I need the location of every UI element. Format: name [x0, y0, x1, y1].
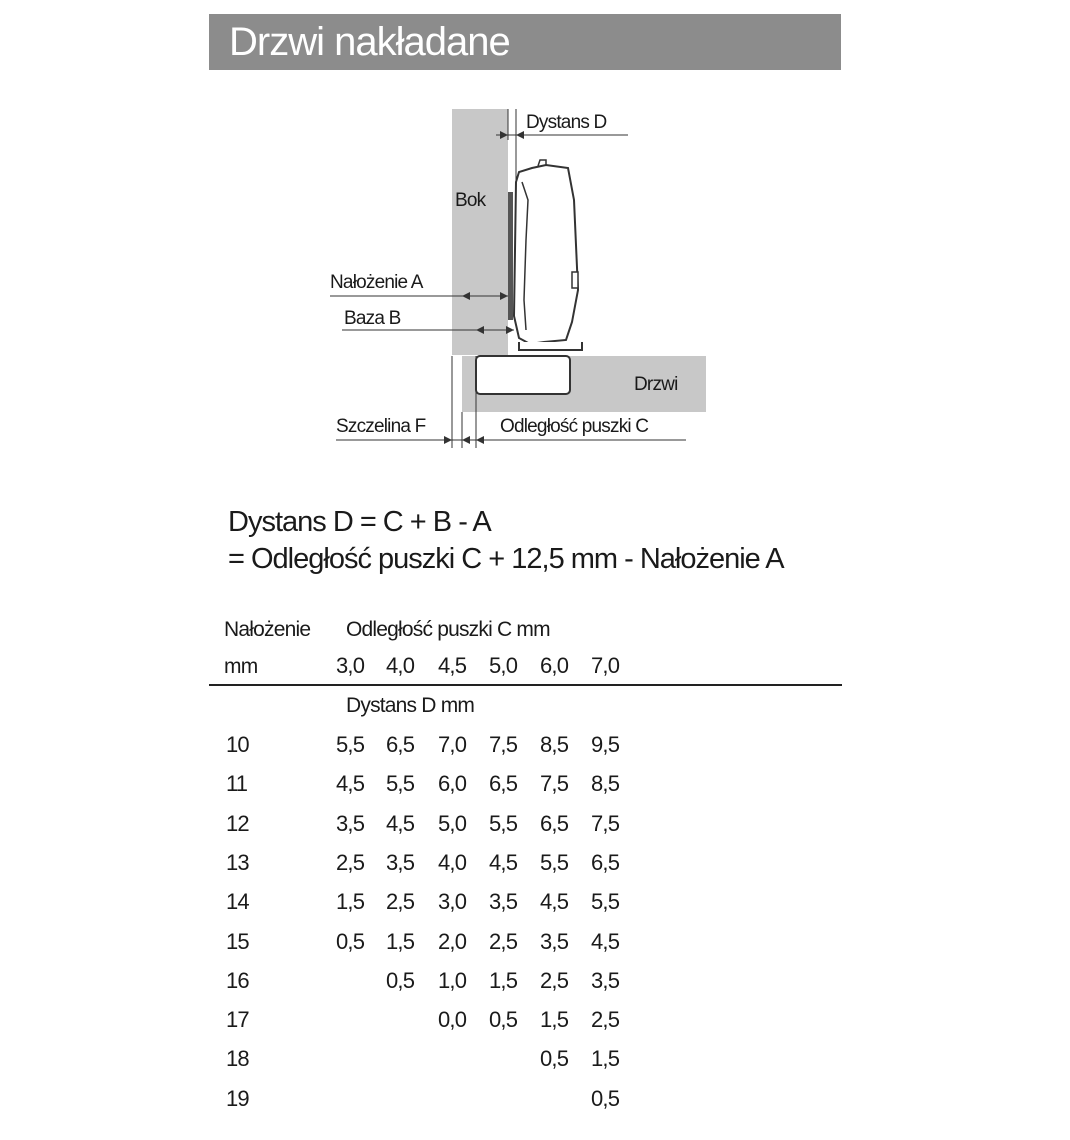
table-cell: 0,5 — [386, 968, 415, 993]
table-cell: 2,5 — [489, 929, 518, 954]
row-label: 18 — [226, 1046, 249, 1071]
page-title: Drzwi nakładane — [229, 20, 510, 64]
label-baza: Baza B — [344, 308, 401, 329]
table-cell: 3,0 — [438, 889, 467, 914]
table-cell: 9,5 — [591, 732, 620, 757]
table-cell: 0,5 — [591, 1086, 620, 1111]
row-label: 15 — [226, 929, 249, 954]
formula-line-2: = Odległość puszki C + 12,5 mm - Nałożenie A — [228, 543, 784, 575]
table-cell: 7,5 — [591, 811, 620, 836]
hinge-cup — [476, 356, 570, 394]
hinge-collar — [519, 342, 582, 350]
table-cell: 1,0 — [438, 968, 467, 993]
row-label: 11 — [226, 771, 248, 796]
table-cell: 4,0 — [438, 850, 467, 875]
dim-arrow-szczelina-b — [462, 436, 470, 444]
table-cell: 5,5 — [336, 732, 365, 757]
table-cell: 8,5 — [591, 771, 620, 796]
table-cell: 3,5 — [591, 968, 620, 993]
dim-arrow-odleglosc — [476, 436, 484, 444]
table-cell: 3,5 — [489, 889, 518, 914]
label-dystans: Dystans D — [526, 112, 607, 133]
table-cell: 0,5 — [540, 1046, 569, 1071]
table-cell: 0,0 — [438, 1007, 467, 1032]
row-label: 17 — [226, 1007, 249, 1032]
table-cell: 6,0 — [438, 771, 467, 796]
label-bok: Bok — [455, 190, 486, 211]
row-label: 14 — [226, 889, 249, 914]
column-header: 7,0 — [591, 653, 620, 678]
table-cell: 5,0 — [438, 811, 467, 836]
table-cell: 6,5 — [489, 771, 518, 796]
table-cell: 5,5 — [591, 889, 620, 914]
table-cell: 1,5 — [591, 1046, 620, 1071]
table-cell: 4,5 — [591, 929, 620, 954]
row-label: 16 — [226, 968, 249, 993]
label-szczelina: Szczelina F — [336, 416, 426, 437]
table-rule — [209, 684, 842, 686]
dim-arrow-dystans-b — [516, 131, 524, 139]
table-cell: 3,5 — [540, 929, 569, 954]
table-header-group: Odległość puszki C mm — [346, 618, 550, 641]
dim-arrow-baza-b — [506, 326, 514, 334]
table-cell: 7,5 — [540, 771, 569, 796]
table-header-nalozenie: Nałożenie — [224, 618, 311, 641]
side-panel-bok — [452, 109, 508, 355]
table-cell: 1,5 — [540, 1007, 569, 1032]
label-drzwi: Drzwi — [634, 374, 678, 395]
table-cell: 5,5 — [386, 771, 415, 796]
table-cell: 2,5 — [336, 850, 365, 875]
table-cell: 6,5 — [386, 732, 415, 757]
column-header: 5,0 — [489, 653, 518, 678]
table-cell: 4,5 — [386, 811, 415, 836]
table-cell: 4,5 — [336, 771, 365, 796]
row-label: 10 — [226, 732, 249, 757]
row-label: 12 — [226, 811, 249, 836]
label-odleglosc: Odległość puszki C — [500, 416, 649, 437]
table-cell: 0,5 — [489, 1007, 518, 1032]
table-cell: 5,5 — [540, 850, 569, 875]
table-cell: 1,5 — [336, 889, 365, 914]
table-header-unit: mm — [224, 655, 258, 678]
table-cell: 2,5 — [540, 968, 569, 993]
hinge-diagram — [0, 0, 1070, 470]
dim-arrow-szczelina-a — [444, 436, 452, 444]
column-header: 4,0 — [386, 653, 415, 678]
label-nalozenie: Nałożenie A — [330, 272, 423, 293]
column-header: 6,0 — [540, 653, 569, 678]
table-cell: 5,5 — [489, 811, 518, 836]
table-subheader: Dystans D mm — [346, 694, 475, 717]
table-cell: 1,5 — [386, 929, 415, 954]
table-cell: 4,5 — [540, 889, 569, 914]
hinge-screw — [572, 272, 578, 288]
table-cell: 3,5 — [336, 811, 365, 836]
table-cell: 2,5 — [591, 1007, 620, 1032]
column-header: 3,0 — [336, 653, 365, 678]
table-cell: 2,5 — [386, 889, 415, 914]
hinge-arm-outline — [514, 165, 578, 344]
table-cell: 6,5 — [591, 850, 620, 875]
formula-line-1: Dystans D = C + B - A — [228, 506, 491, 538]
table-cell: 7,5 — [489, 732, 518, 757]
table-cell: 3,5 — [386, 850, 415, 875]
row-label: 13 — [226, 850, 249, 875]
table-cell: 1,5 — [489, 968, 518, 993]
table-cell: 7,0 — [438, 732, 467, 757]
table-cell: 6,5 — [540, 811, 569, 836]
table-cell: 8,5 — [540, 732, 569, 757]
mounting-plate — [508, 192, 513, 320]
row-label: 19 — [226, 1086, 249, 1111]
table-cell: 0,5 — [336, 929, 365, 954]
column-header: 4,5 — [438, 653, 467, 678]
table-cell: 2,0 — [438, 929, 467, 954]
table-cell: 4,5 — [489, 850, 518, 875]
